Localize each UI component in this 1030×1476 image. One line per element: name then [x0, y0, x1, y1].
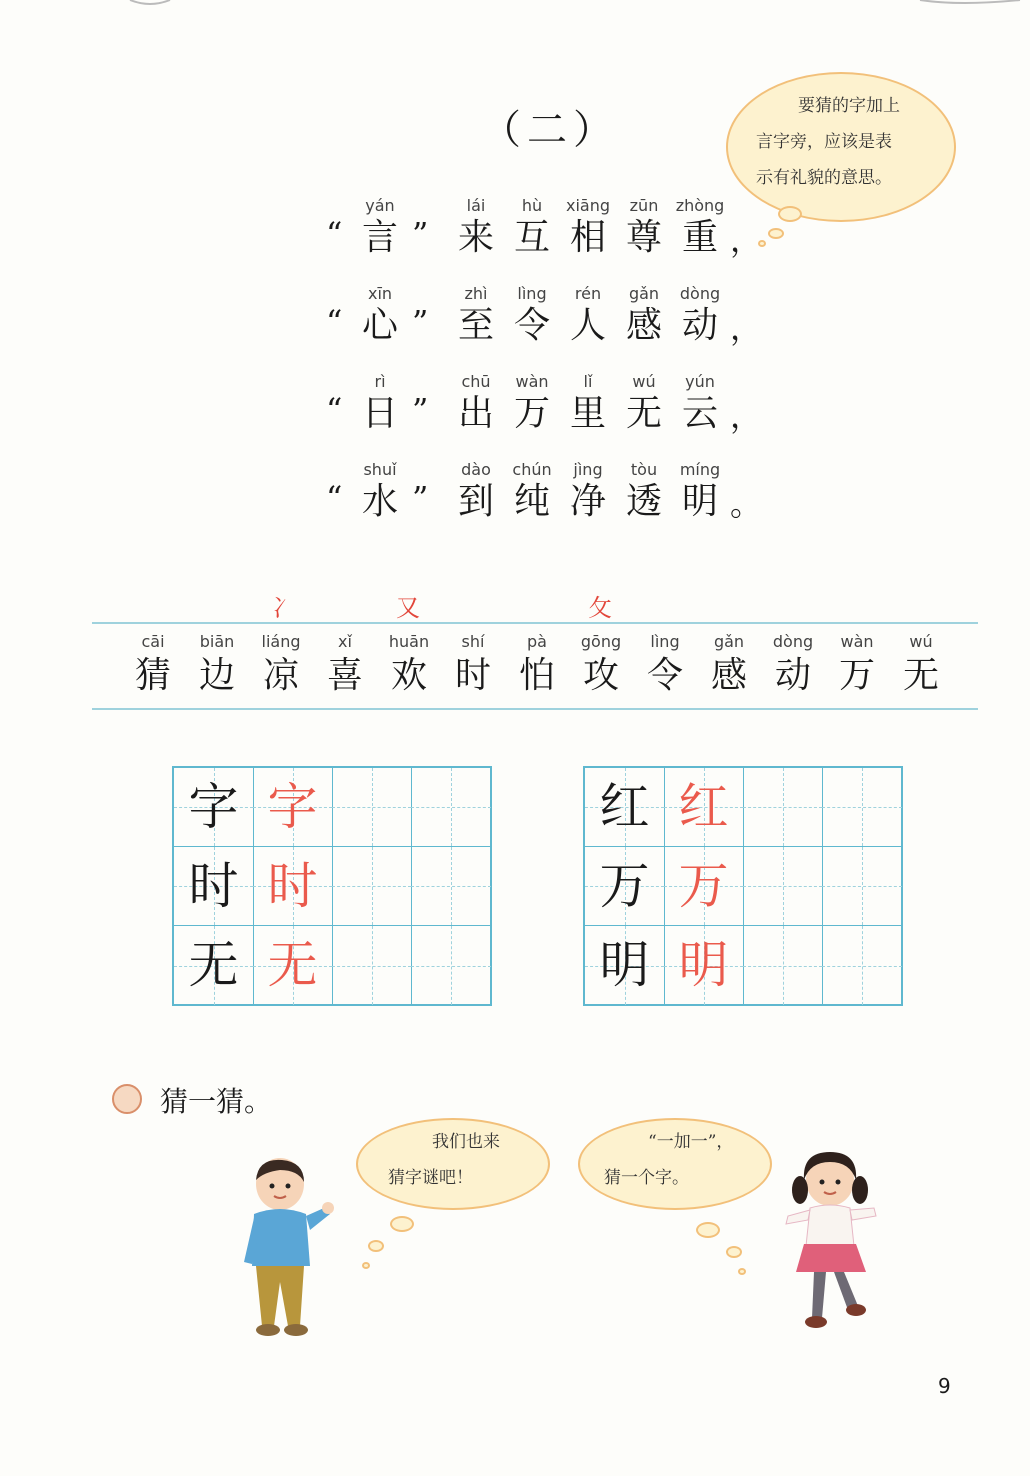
vocab-hanzi: 边: [198, 655, 235, 696]
writing-cell: [253, 768, 333, 847]
quote-open: “: [326, 215, 343, 253]
hint-bubble-line-1: 要猜的字加上: [798, 96, 900, 116]
poem-pinyin: shuǐ: [363, 460, 397, 479]
vocab-char: [313, 632, 377, 700]
poem-char: 万: [513, 393, 550, 434]
vocab-char: [825, 632, 889, 700]
vocab-pinyin: huān: [388, 632, 430, 651]
vocab-char: [697, 632, 761, 700]
vocab-hanzi: 怕: [518, 655, 555, 696]
writing-cell: [664, 847, 744, 926]
girl-illustration: [776, 1150, 886, 1340]
poem-pinyin: rén: [574, 284, 602, 303]
poem-char: 到: [457, 481, 494, 522]
vocab-hanzi: 猜: [134, 655, 171, 696]
poem-pinyin: wàn: [515, 372, 549, 391]
writing-cell[interactable]: [743, 768, 823, 847]
girl-bubble-dot: [738, 1268, 746, 1275]
writing-grid-right: [583, 766, 903, 1006]
writing-cell[interactable]: [822, 768, 902, 847]
top-decoration: [0, 0, 1030, 12]
vocab-hanzi: 感: [710, 655, 747, 696]
model-char: 字: [188, 778, 239, 836]
poem-end-punctuation: ，: [730, 309, 763, 347]
vocab-char: [505, 632, 569, 700]
poem-pinyin: dòng: [679, 284, 721, 303]
quote-close: ”: [412, 391, 429, 429]
poem-radical: 日: [361, 393, 398, 434]
writing-cell: [174, 926, 254, 1005]
trace-char: 万: [678, 857, 729, 915]
boy-bubble-dot: [362, 1262, 370, 1269]
vocab-hanzi: 令: [646, 655, 683, 696]
writing-cell[interactable]: [332, 847, 412, 926]
guess-title: 猜一猜。: [160, 1085, 273, 1118]
boy-bubble-line-2: 猜字谜吧！: [388, 1168, 473, 1188]
poem-char: 动: [681, 305, 718, 346]
poem-radical: 心: [361, 305, 398, 346]
poem-char: 透: [625, 481, 662, 522]
poem-pinyin: yán: [365, 196, 395, 215]
boy-bubble-dot: [390, 1216, 414, 1232]
poem-char: 互: [513, 217, 550, 258]
writing-cell: [253, 926, 333, 1005]
vocab-char: [121, 632, 185, 700]
poem-radical: 言: [361, 217, 398, 258]
writing-cell: [174, 768, 254, 847]
poem-pinyin: dào: [461, 460, 491, 479]
poem-line: [320, 372, 780, 452]
writing-cell[interactable]: [411, 926, 491, 1005]
writing-cell: [174, 847, 254, 926]
vocab-pinyin: shí: [461, 632, 485, 651]
vocab-hanzi: 万: [838, 655, 875, 696]
hint-bubble-line-2: 言字旁，应该是表: [756, 132, 892, 152]
boy-bubble-dot: [368, 1240, 384, 1252]
vocab-char: [185, 632, 249, 700]
quote-close: ”: [412, 479, 429, 517]
writing-cell: [253, 847, 333, 926]
vocab-pinyin: wú: [909, 632, 933, 651]
poem-char: 人: [569, 305, 606, 346]
radical-mark: 攵: [588, 594, 612, 622]
poem-pinyin: tòu: [630, 460, 658, 479]
poem-pinyin: zhì: [464, 284, 488, 303]
poem-pinyin: wú: [632, 372, 656, 391]
vocab-hanzi: 时: [454, 655, 491, 696]
writing-cell: [585, 768, 665, 847]
quote-open: “: [326, 391, 343, 429]
vocab-char: [761, 632, 825, 700]
writing-cell[interactable]: [332, 768, 412, 847]
girl-bubble-dot: [696, 1222, 720, 1238]
vocab-hanzi: 凉: [262, 655, 299, 696]
vocab-char: [249, 632, 313, 700]
vocab-char: [441, 632, 505, 700]
poem-char: 令: [513, 305, 550, 346]
poem-char: 明: [681, 481, 718, 522]
radical-mark: 冫: [272, 594, 296, 622]
poem-pinyin: xīn: [367, 284, 393, 303]
poem-pinyin: xiāng: [565, 196, 610, 215]
vocab-pinyin: biān: [199, 632, 235, 651]
model-char: 时: [188, 857, 239, 915]
writing-cell: [585, 926, 665, 1005]
vocab-hanzi: 攻: [582, 655, 619, 696]
trace-char: 字: [267, 778, 318, 836]
hint-bubble-line-3: 示有礼貌的意思。: [756, 168, 892, 188]
section-icon: [112, 1084, 142, 1114]
girl-bubble-line-2: 猜一个字。: [604, 1168, 689, 1188]
vocab-hanzi: 欢: [390, 655, 427, 696]
girl-bubble-dot: [726, 1246, 742, 1258]
quote-close: ”: [412, 215, 429, 253]
poem-pinyin: rì: [374, 372, 386, 391]
poem-pinyin: jìng: [573, 460, 603, 479]
poem-char: 尊: [625, 217, 662, 258]
trace-char: 时: [267, 857, 318, 915]
vocab-pinyin: pà: [527, 632, 547, 651]
poem-pinyin: zhòng: [675, 196, 725, 215]
poem-pinyin: gǎn: [628, 284, 660, 303]
poem-radical: 水: [361, 481, 398, 522]
poem-end-punctuation: ，: [730, 221, 763, 259]
poem-line: [320, 284, 780, 364]
model-char: 无: [188, 936, 239, 994]
poem-pinyin: yún: [685, 372, 715, 391]
poem-char: 来: [457, 217, 494, 258]
writing-cell[interactable]: [743, 847, 823, 926]
vocab-pinyin: wàn: [840, 632, 874, 651]
writing-cell: [664, 768, 744, 847]
quote-open: “: [326, 303, 343, 341]
vocab-char: [889, 632, 953, 700]
poem-char: 至: [457, 305, 494, 346]
poem-pinyin: lái: [466, 196, 486, 215]
poem-line: [320, 460, 780, 540]
vocab-pinyin: liáng: [261, 632, 301, 651]
girl-bubble-line-1: “一加一”，: [648, 1132, 734, 1152]
poem-pinyin: míng: [679, 460, 721, 479]
vocab-hanzi: 无: [902, 655, 939, 696]
poem-char: 云: [681, 393, 718, 434]
vocab-pinyin: dòng: [772, 632, 814, 651]
model-char: 万: [599, 857, 650, 915]
trace-char: 明: [678, 936, 729, 994]
poem-pinyin: zūn: [629, 196, 659, 215]
writing-cell[interactable]: [822, 926, 902, 1005]
vocab-hanzi: 喜: [326, 655, 363, 696]
vocab-bottom-rule: [92, 708, 978, 710]
poem-pinyin: chún: [512, 460, 552, 479]
poem-char: 相: [569, 217, 606, 258]
boy-bubble-line-1: 我们也来: [432, 1132, 500, 1152]
vocab-pinyin: gǎn: [713, 632, 745, 651]
poem-char: 纯: [513, 481, 550, 522]
poem-end-punctuation: ，: [730, 397, 763, 435]
poem-line: [320, 196, 780, 276]
writing-cell: [585, 847, 665, 926]
vocab-pinyin: lìng: [650, 632, 680, 651]
poem-char: 感: [625, 305, 662, 346]
writing-cell: [664, 926, 744, 1005]
trace-char: 无: [267, 936, 318, 994]
vocab-pinyin: gōng: [580, 632, 622, 651]
writing-cell[interactable]: [411, 847, 491, 926]
radical-mark: 又: [396, 594, 420, 622]
poem-pinyin: hù: [521, 196, 543, 215]
writing-cell[interactable]: [743, 926, 823, 1005]
page-number: 9: [938, 1374, 951, 1398]
poem-char: 出: [457, 393, 494, 434]
poem-char: 里: [569, 393, 606, 434]
writing-cell[interactable]: [411, 768, 491, 847]
poem-pinyin: chū: [461, 372, 491, 391]
vocab-hanzi: 动: [774, 655, 811, 696]
vocab-pinyin: cāi: [141, 632, 165, 651]
vocab-char: [377, 632, 441, 700]
poem-char: 重: [681, 217, 718, 258]
vocab-char: [633, 632, 697, 700]
poem-char: 无: [625, 393, 662, 434]
poem-char: 净: [569, 481, 606, 522]
poem-pinyin: lìng: [517, 284, 547, 303]
vocab-char: [569, 632, 633, 700]
trace-char: 红: [678, 778, 729, 836]
poem-pinyin: lǐ: [583, 372, 593, 391]
boy-illustration: [240, 1158, 340, 1348]
section-title: （二）: [481, 107, 619, 153]
quote-close: ”: [412, 303, 429, 341]
poem-end-punctuation: 。: [730, 485, 763, 523]
vocab-top-rule: [92, 622, 978, 624]
writing-cell[interactable]: [822, 847, 902, 926]
quote-open: “: [326, 479, 343, 517]
vocab-pinyin: xǐ: [338, 632, 352, 651]
writing-cell[interactable]: [332, 926, 412, 1005]
model-char: 明: [599, 936, 650, 994]
model-char: 红: [599, 778, 650, 836]
writing-grid-left: [172, 766, 492, 1006]
hint-bubble-dot: [778, 206, 802, 222]
